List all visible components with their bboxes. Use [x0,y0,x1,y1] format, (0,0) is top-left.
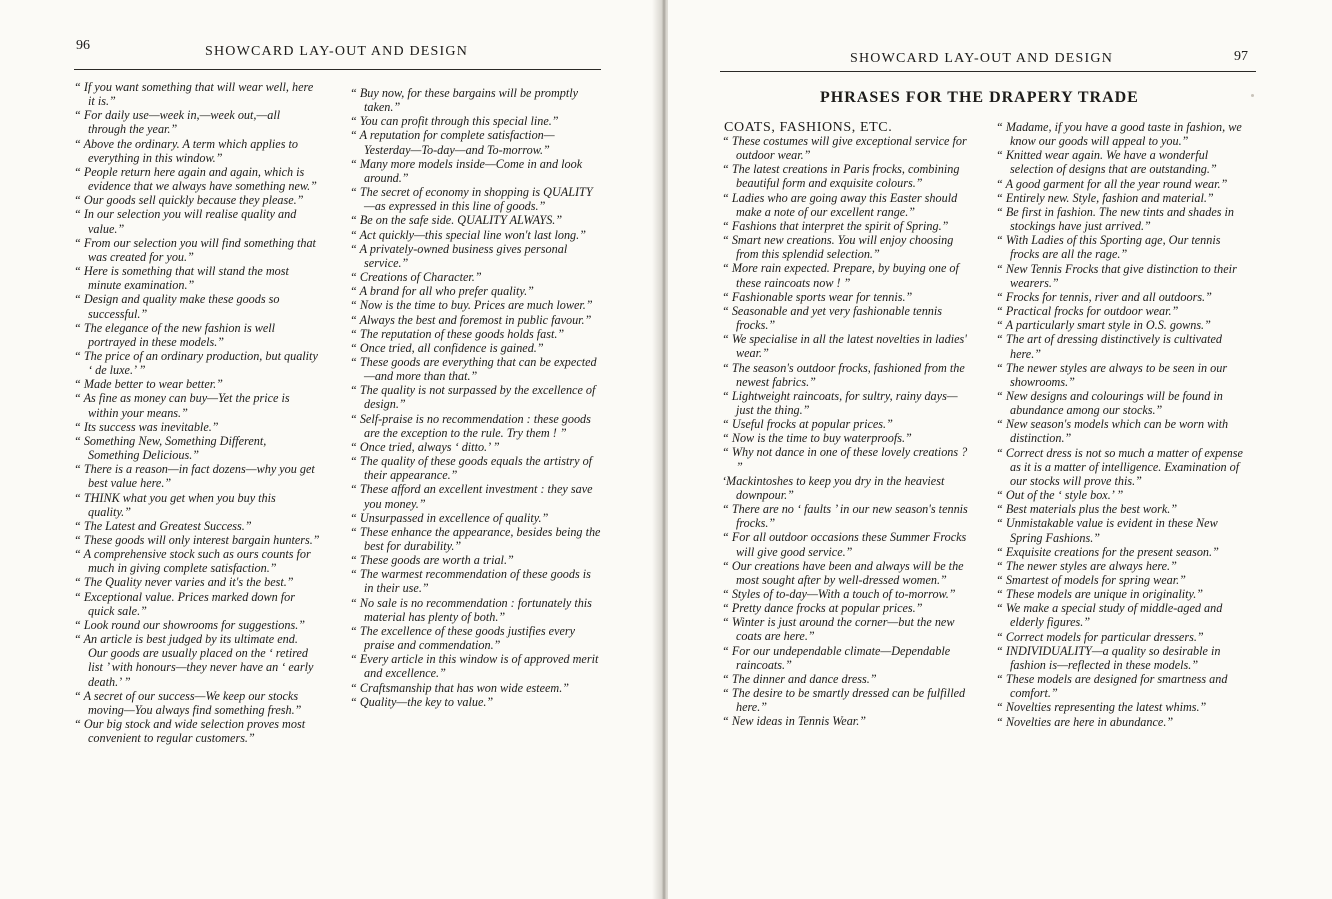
phrase-item: “ A brand for all who prefer quality.” [350,284,534,299]
phrase-item: “ Buy now, for these bargains will be promptly taken.” [350,86,579,115]
phrase-item: “ The dinner and dance dress.” [722,671,877,686]
phrase-item: “ Knitted wear again. We have a wonderful selection of designs that are outstanding.” [996,148,1217,177]
phrase-item: “ With Ladies of this Sporting age, Our tennis frocks are all the rage.” [996,233,1221,262]
phrase-item: “ Exquisite creations for the present season.” [996,544,1219,559]
phrase-item: “ Lightweight raincoats, for sultry, rainy days—just the thing.” [722,388,958,417]
phrase-item: “ If you want something that will wear well, here it is.” [74,80,314,109]
phrase-item: “ Be on the safe side. QUALITY ALWAYS.” [350,213,563,228]
running-head: SHOWCARD LAY-OUT AND DESIGN [205,44,469,59]
phrase-item: “ The newer styles are always to be seen in our showrooms.” [996,360,1228,389]
phrase-item: “ These costumes will give exceptional service for outdoor wear.” [722,134,967,163]
phrase-item: “ Unmistakable value is evident in these New Spring Fashions.” [996,516,1218,545]
phrase-item: “ No sale is no recommendation : fortunately this material has plenty of both.” [350,595,592,624]
phrase-item: “ Self-praise is no recommendation : these goods are the exception to the rule. Try them ! ” [350,411,591,440]
phrase-item: “ Useful frocks at popular prices.” [722,417,893,432]
phrase-item: “ Design and quality make these goods so successful.” [74,292,280,321]
phrase-item: “ Above the ordinary. A term which applies to everything in this window.” [74,136,298,165]
phrase-item: “ Frocks for tennis, river and all outdoors.” [996,289,1212,304]
phrase-item: “ Fashions that interpret the spirit of Spring.” [722,218,949,233]
phrase-item: “ Be first in fashion. The new tints and shades in stockings have just arrived.” [996,204,1235,234]
phrase-item: “ These goods will only interest bargain hunters.” [74,533,320,547]
phrase-item: “ The desire to be smartly dressed can be fulfilled here.” [722,686,966,715]
phrase-item: “ Made better to wear better.” [74,377,223,392]
phrase-item: “ Ladies who are going away this Easter should make a note of our excellent range.” [722,190,958,219]
phrase-item: “ These goods are worth a trial.” [350,553,514,568]
phrase-item: “ Exceptional value. Prices marked down for quick sale.” [74,589,296,618]
phrase-item: “ Seasonable and yet very fashionable tennis frocks.” [722,303,943,333]
phrase-item: “ THINK what you get when you buy this quality.” [74,490,276,519]
phrase-item: “ These models are unique in originality.” [996,587,1204,602]
phrase-item: “ The newer styles are always here.” [996,558,1177,573]
phrase-item: “ Correct dress is not so much a matter of expense as it is a matter of intelligence. Examination of our stocks will prove this.” [996,445,1243,488]
phrase-item: “ A reputation for complete satisfaction— Yesterday—To-day—and To-morrow.” [350,128,555,157]
phrase-item: “ We make a special study of middle-aged and elderly figures.” [996,601,1223,630]
phrase-item: “ A secret of our success—We keep our stocks moving—You always find something fresh.” [74,688,302,717]
phrase-item: “ From our selection you will find something that was created for you.” [74,235,316,264]
phrase-item: “ Novelties representing the latest whims.” [996,700,1207,715]
header-rule [720,71,1256,72]
right-page [668,0,1332,899]
phrase-item: “ Now is the time to buy waterproofs.” [722,431,912,446]
phrase-item: “ Look round our showrooms for suggestions.” [74,617,306,632]
phrase-item: “ Now is the time to buy. Prices are much lower.” [350,298,593,313]
phrase-item: “ The art of dressing distinctively is cultivated here.” [996,332,1223,361]
phrase-item: “ These models are designed for smartness and comfort.” [996,672,1228,701]
phrase-item: “ New Tennis Frocks that give distinction to their wearers.” [996,261,1237,290]
phrase-item: “ Best materials plus the best work.” [996,502,1178,517]
phrase-item: “ These afford an excellent investment : they save you money.” [350,482,593,511]
phrase-item: “ A comprehensive stock such as ours counts for much in giving complete satisfaction.” [74,547,311,576]
phrase-item: “ New designs and colourings will be found in abundance among our stocks.” [996,388,1223,418]
phrase-item: “ Here is something that will stand the most minute examination.” [74,264,289,293]
phrase-item: “ New ideas in Tennis Wear.” [722,714,867,729]
section-heading: PHRASES FOR THE DRAPERY TRADE [820,89,1139,106]
phrase-item: “ Unsurpassed in excellence of quality.” [350,510,549,525]
phrase-item: “ The secret of economy in shopping is QUALITY—as expressed in this line of goods.” [350,185,593,214]
phrase-column-right-1 [722,134,968,729]
phrase-item: “ Our creations have been and always will be the most sought after by well-dressed women.” [722,558,964,587]
phrase-item: “ Every article in this window is of approved merit and excellence.” [350,652,599,681]
left-page [0,0,662,899]
phrase-item: “ Creations of Character.” [350,270,482,285]
phrase-item: “ The quality of these goods equals the artistry of their appearance.” [350,454,593,483]
phrase-item: “ There is a reason—in fact dozens—why you get best value here.” [74,462,315,491]
phrase-item: “ Our big stock and wide selection proves most convenient to regular customers.” [74,717,306,746]
phrase-item: “ The price of an ordinary production, but quality ‘ de luxe.’ ” [74,348,318,378]
phrase-item: “ Smartest of models for spring wear.” [996,573,1186,587]
phrase-column-left-1 [74,80,320,745]
phrase-item: “ Something New, Something Different, Something Delicious.” [74,433,267,463]
phrase-item: ‘Mackintoshes to keep you dry in the heaviest downpour.” [722,473,945,502]
phrase-item: “ Once tried, always ‘ ditto.’ ” [350,439,500,454]
phrase-item: “ The warmest recommendation of these goods is in their use.” [350,567,591,596]
phrase-item: “ People return here again and again, which is evidence that we always have something new.” [74,164,317,194]
phrase-item: “ These enhance the appearance, besides being the best for durability.” [350,524,601,553]
phrase-column-right-2 [996,120,1247,729]
phrase-item: “ For daily use—week in,—week out,—all through the year.” [74,108,281,137]
phrase-item: “ There are no ‘ faults ’ in our new season's tennis frocks.” [722,502,968,531]
phrase-item: “ In our selection you will realise quality and value.” [74,207,297,236]
phrase-item: “ Once tried, all confidence is gained.” [350,340,544,355]
phrase-item: “ You can profit through this special line.” [350,114,559,129]
phrase-item: “ The reputation of these goods holds fast.” [350,326,565,341]
phrase-item: “ Its success was inevitable.” [74,419,219,434]
phrase-item: “ Correct models for particular dressers.” [996,629,1204,644]
phrase-item: “ Craftsmanship that has won wide esteem.” [350,680,570,695]
phrase-item: “ Our goods sell quickly because they please.” [74,193,304,208]
phrase-item: “ For all outdoor occasions these Summer Frocks will give good service.” [722,530,967,559]
phrase-item: “ Always the best and foremost in public favour.” [350,312,592,327]
phrase-item: “ A privately-owned business gives personal service.” [350,241,568,270]
page-number: 96 [76,38,90,53]
phrase-item: “ New season's models which can be worn with distinction.” [996,417,1229,446]
phrase-item: “ Many more models inside—Come in and look around.” [350,156,583,185]
phrase-item: “ The latest creations in Paris frocks, combining beautiful form and exquisite colours.” [722,162,960,191]
phrase-item: “ An article is best judged by its ultimate end. Our goods are usually placed on the ‘ retired list ’ with honours—they never have an ‘ early death.’ ” [74,632,314,689]
phrase-item: “ The quality is not surpassed by the excellence of design.” [350,383,596,412]
phrase-item: “ The Quality never varies and it's the best.” [74,575,294,590]
phrase-item: “ For our undependable climate—Dependable raincoats.” [722,643,951,672]
header-rule [74,69,601,70]
phrase-item: “ Fashionable sports wear for tennis.” [722,289,913,304]
phrase-item: “ The excellence of these goods justifies every praise and commendation.” [350,623,576,653]
phrase-item: “ INDIVIDUALITY—a quality so desirable in fashion is—reflected in these models.” [996,643,1221,672]
phrase-item: “ Pretty dance frocks at popular prices.” [722,601,923,616]
phrase-column-left-2 [350,86,601,709]
phrase-item: “ Winter is just around the corner—but the new coats are here.” [722,615,955,644]
phrase-item: “ A good garment for all the year round wear.” [996,176,1228,191]
phrase-item: “ The season's outdoor frocks, fashioned from the newest fabrics.” [722,360,965,389]
paper-speck [1251,94,1254,97]
phrase-item: “ Madame, if you have a good taste in fashion, we know our goods will appeal to you.” [996,120,1242,149]
phrase-item: “ Why not dance in one of these lovely creations ? ” [722,445,968,474]
phrase-item: “ We specialise in all the latest novelties in ladies' wear.” [722,332,967,361]
phrase-item: “ More rain expected. Prepare, by buying one of these raincoats now ! ” [722,261,959,290]
phrase-item: “ Out of the ‘ style box.’ ” [996,488,1124,503]
running-head: SHOWCARD LAY-OUT AND DESIGN [850,51,1114,66]
phrase-item: “ The Latest and Greatest Success.” [74,518,252,533]
phrase-item: “ A particularly smart style in O.S. gowns.” [996,318,1211,333]
phrase-item: “ Quality—the key to value.” [350,694,494,709]
phrase-item: “ Entirely new. Style, fashion and material.” [996,190,1214,205]
page-number: 97 [1234,49,1248,64]
phrase-item: “ As fine as money can buy—Yet the price is within your means.” [74,391,290,420]
phrase-item: “ The elegance of the new fashion is well portrayed in these models.” [74,320,276,349]
phrase-item: “ Smart new creations. You will enjoy choosing from this splendid selection.” [722,233,954,262]
sub-heading: COATS, FASHIONS, ETC. [724,120,893,135]
phrase-item: “ Styles of to-day—With a touch of to-morrow.” [722,587,956,601]
phrase-item: “ Novelties are here in abundance.” [996,714,1174,729]
phrase-item: “ Act quickly—this special line won't last long.” [350,227,586,242]
phrase-item: “ Practical frocks for outdoor wear.” [996,304,1179,319]
phrase-item: “ These goods are everything that can be expected—and more than that.” [350,354,597,384]
